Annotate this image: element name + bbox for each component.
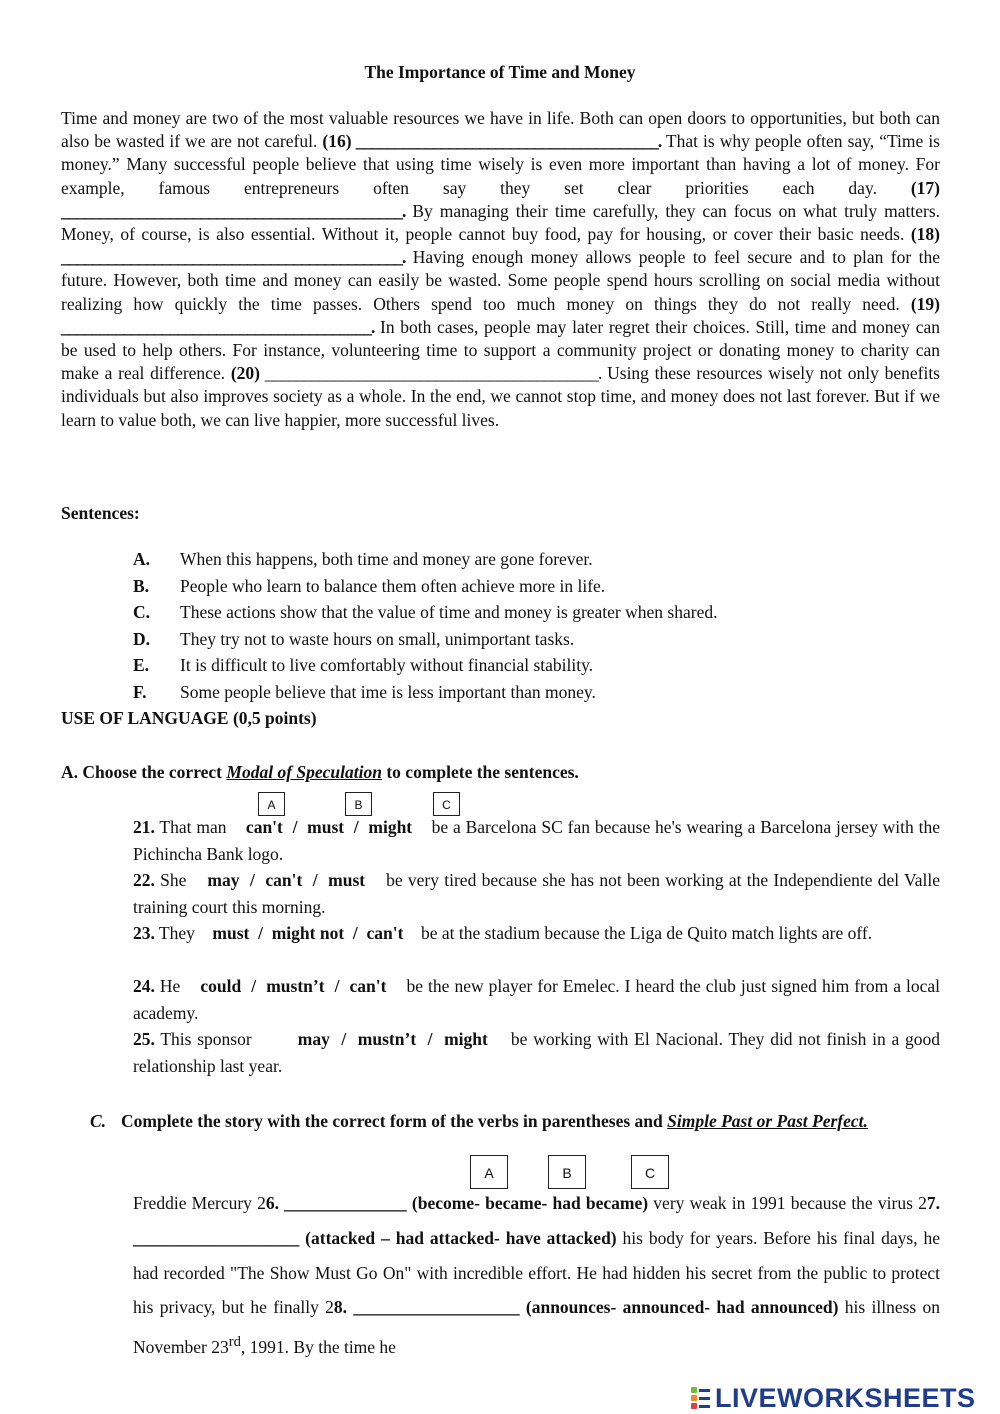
option-text: These actions show that the value of time and money is greater when shared. <box>180 602 718 623</box>
option-letter: A. <box>133 549 151 569</box>
question-rest: be a Barcelona SC fan because he's wearing a Barcelona jersey with the Pichincha Bank logo. <box>133 817 941 864</box>
story-segment: , 1991. By the time he <box>240 1337 396 1358</box>
question-stem: He <box>154 976 181 996</box>
option-text: They try not to waste hours on small, unimportant tasks. <box>180 628 575 649</box>
gap-number-17: (17) <box>910 177 940 198</box>
page-title: The Importance of Time and Money <box>364 62 636 82</box>
modal-options[interactable]: must / might not / can't <box>212 923 404 943</box>
question-number: 22. <box>133 870 155 890</box>
sentence-option-b <box>133 575 717 602</box>
section-a-heading-post: to complete the sentences. <box>381 762 579 782</box>
story-segment: his illness on November 23 <box>133 1297 940 1358</box>
sentence-option-a <box>133 548 717 575</box>
modal-options[interactable]: may / can't / must <box>207 870 366 890</box>
option-text: It is difficult to live comfortably without financial stability. <box>180 655 594 676</box>
option-text: When this happens, both time and money are gone forever. <box>180 549 593 569</box>
question-number: 25. <box>133 1029 155 1049</box>
answer-box-c[interactable]: C <box>433 792 460 816</box>
blank-26[interactable]: 6. ______________ <box>265 1193 407 1213</box>
story-segment: his body for years. Before his final days, he had recorded "The Show Must Go On" with incredible effort. He had hidden his secret from the public to protect his privacy, but he finally 2 <box>133 1227 941 1318</box>
question-24 <box>133 973 940 1026</box>
option-letter: F. <box>133 681 147 702</box>
passage-text: In both cases, people may later regret their choices. Still, time and money can be used to help others. For instance, volunteering time to support a community project or donating money to charity can make a real difference. <box>61 316 940 384</box>
sentence-option-e <box>133 654 717 681</box>
answer-box-c[interactable]: C <box>631 1155 669 1189</box>
question-21 <box>133 814 940 867</box>
question-25 <box>133 1026 940 1079</box>
modal-options[interactable]: can't / must / might <box>245 817 413 837</box>
gap-17-blank[interactable]: ____________________________________________. <box>61 200 406 221</box>
section-a-heading-pre: A. Choose the correct <box>61 762 227 782</box>
gap-number-18: (18) <box>910 224 940 245</box>
reading-passage <box>61 107 940 432</box>
gap-16-blank[interactable]: _______________________________________. <box>351 131 662 152</box>
gap-number-20: (20) <box>230 363 260 384</box>
liveworksheets-logo <box>690 1383 990 1413</box>
passage-text: That is why people often say, “Time is money.” Many successful people believe that using time wisely is even more important than having a lot of money. For example, famous entrepreneurs often say they set clear priorities each day. <box>61 131 940 198</box>
question-stem: This sponsor <box>154 1029 252 1049</box>
modal-options[interactable]: could / mustn’t / can't <box>200 976 387 996</box>
question-stem: She <box>154 870 187 890</box>
option-letter: B. <box>133 575 150 596</box>
sentence-option-c <box>133 601 717 628</box>
modal-options[interactable]: may / mustn’t / might <box>297 1029 488 1049</box>
ordinal-suffix: rd <box>228 1334 241 1351</box>
story-text <box>133 1186 940 1365</box>
use-of-language-heading: USE OF LANGUAGE (0,5 points) <box>61 708 317 728</box>
option-text: Some people believe that ime is less important than money. <box>180 681 596 702</box>
blank-28[interactable]: 8. ___________________ (announces- announced- had announced) <box>333 1297 839 1318</box>
question-rest: be the new player for Emelec. I heard the club just signed him from a local academy. <box>133 976 941 1023</box>
gap-number-19: (19) <box>910 293 940 314</box>
question-rest: be at the stadium because the Liga de Quito match lights are off. <box>420 923 873 943</box>
answer-box-a[interactable]: A <box>258 792 285 816</box>
blank-27[interactable]: 7. ___________________ <box>133 1193 940 1248</box>
answer-box-b[interactable]: B <box>345 792 372 816</box>
sentences-heading: Sentences: <box>61 503 140 523</box>
gap-number-16: (16) <box>322 131 352 152</box>
gap-20-blank[interactable]: ___________________________________________. <box>260 363 602 384</box>
question-22 <box>133 867 940 920</box>
options-26: (become- became- had became) <box>411 1193 649 1213</box>
logo-text: LIVEWORKSHEETS <box>715 1382 976 1413</box>
passage-text: Having enough money allows people to feel secure and to plan for the future. However, both time and money can easily be wasted. Some people spend hours scrolling on social media without realizing how quickly the time passes. Others spend too much money on things they do not really need. <box>61 247 940 314</box>
gap-19-blank[interactable]: ________________________________________. <box>61 316 375 337</box>
sentence-option-f <box>133 681 717 708</box>
sentences-list <box>133 548 717 708</box>
option-letter: C. <box>133 602 151 623</box>
question-stem: That man <box>154 817 227 837</box>
section-c-heading <box>90 1108 940 1135</box>
section-c-heading-pre: Complete the story with the correct form of the verbs in parentheses and <box>121 1111 668 1131</box>
passage-text: Time and money are two of the most valuable resources we have in life. Both can open doors to opportunities, but both can also be wasted if we are not careful. <box>61 108 940 152</box>
passage-text: Using these resources wisely not only benefits individuals but also improves society as a whole. In the end, we cannot stop time, and money does not last forever. But if we learn to value both, we can live happier, more successful lives. <box>61 363 940 430</box>
option-letter: E. <box>133 655 150 676</box>
section-c-letter: C. <box>90 1111 107 1131</box>
story-segment: very weak in 1991 because the virus 2 <box>648 1193 927 1213</box>
answer-box-b[interactable]: B <box>548 1155 586 1189</box>
question-number: 23. <box>133 923 155 943</box>
section-c-topic: Simple Past or Past Perfect. <box>667 1111 868 1131</box>
answer-box-a[interactable]: A <box>470 1155 508 1189</box>
liveworksheets-logo-icon <box>690 1385 712 1411</box>
options-27: (attacked – had attacked- have attacked) <box>305 1227 617 1248</box>
option-letter: D. <box>133 628 151 649</box>
gap-18-blank[interactable]: ____________________________________________. <box>61 247 406 268</box>
section-a-heading <box>61 762 579 783</box>
section-a-topic: Modal of Speculation <box>226 762 382 782</box>
question-number: 24. <box>133 976 155 996</box>
question-rest: be working with El Nacional. They did not finish in a good relationship last year. <box>133 1029 941 1076</box>
question-23 <box>133 920 940 947</box>
question-stem: They <box>154 923 195 943</box>
question-number: 21. <box>133 817 155 837</box>
sentence-option-d <box>133 628 717 655</box>
passage-text: By managing their time carefully, they can focus on what truly matters. Money, of course, is also essential. Without it, people cannot buy food, pay for housing, or cover their basic needs. <box>61 200 940 245</box>
option-text: People who learn to balance them often achieve more in life. <box>180 575 606 596</box>
story-segment: Freddie Mercury 2 <box>133 1193 266 1213</box>
question-rest: be very tired because she has not been working at the Independiente del Valle training court this morning. <box>133 870 941 917</box>
